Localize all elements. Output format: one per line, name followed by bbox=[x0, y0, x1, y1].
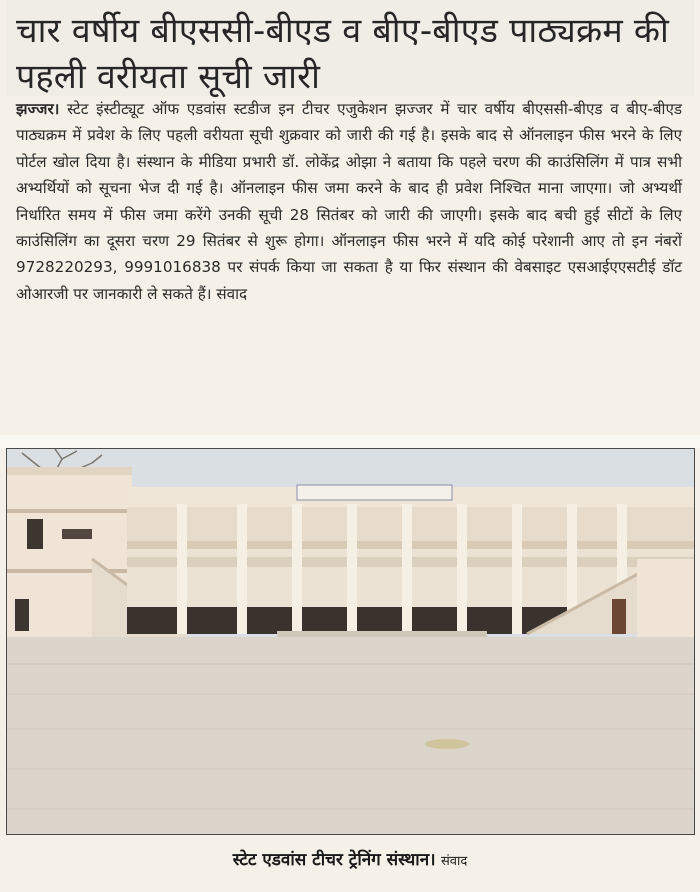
photo-caption bbox=[0, 838, 700, 888]
dateline: झज्जर। bbox=[16, 100, 60, 118]
article-body bbox=[16, 96, 682, 307]
caption-text: स्टेट एडवांस टीचर ट्रेनिंग संस्थान। bbox=[232, 850, 436, 870]
article-text: स्टेट इंस्टीट्यूट ऑफ एडवांस स्टडीज इन टीचर एजुकेशन झज्जर में चार वर्षीय बीएससी-बीएड व बीए-बीएड पाठ्यक्रम में प्रवेश के लिए पहली वरीयता सूची शुक्रवार को जारी की गई है। इसके बाद से ऑनलाइन फीस भरने के लिए पोर्टल खोल दिया है। संस्थान के मीडिया प्रभारी डॉ. लोकेंद्र ओझा ने बताया कि पहले चरण की काउंसिलिंग में पात्र सभी अभ्यर्थियों को सूचना भेज दी गई है। ऑनलाइन फीस जमा करने के बाद ही प्रवेश निश्चित माना जाएगा। जो अभ्यर्थी निर्धारित समय में फीस जमा करेंगे उनकी सूची 28 सितंबर को जारी की जाएगी। इसके बाद बची हुई सीटों के लिए काउंसिलिंग का दूसरा चरण 29 सितंबर से शुरू होगा। ऑनलाइन फीस भरने में यदि कोई परेशानी आए तो इन नंबरों 9728220293, 9991016838 पर संपर्क किया जा सकता है या फिर संस्थान की वेबसाइट एसआईएएसटीई डॉट ओआरजी पर जानकारी ले सकते हैं। bbox=[16, 100, 682, 303]
headline: चार वर्षीय बीएससी-बीएड व बीए-बीएड पाठ्यक्रम की पहली वरीयता सूची जारी bbox=[16, 11, 669, 97]
article-credit: संवाद bbox=[216, 284, 248, 303]
caption-credit: संवाद bbox=[440, 854, 468, 869]
building-photo bbox=[7, 449, 694, 834]
column-divider bbox=[0, 435, 700, 448]
photo bbox=[6, 448, 695, 835]
